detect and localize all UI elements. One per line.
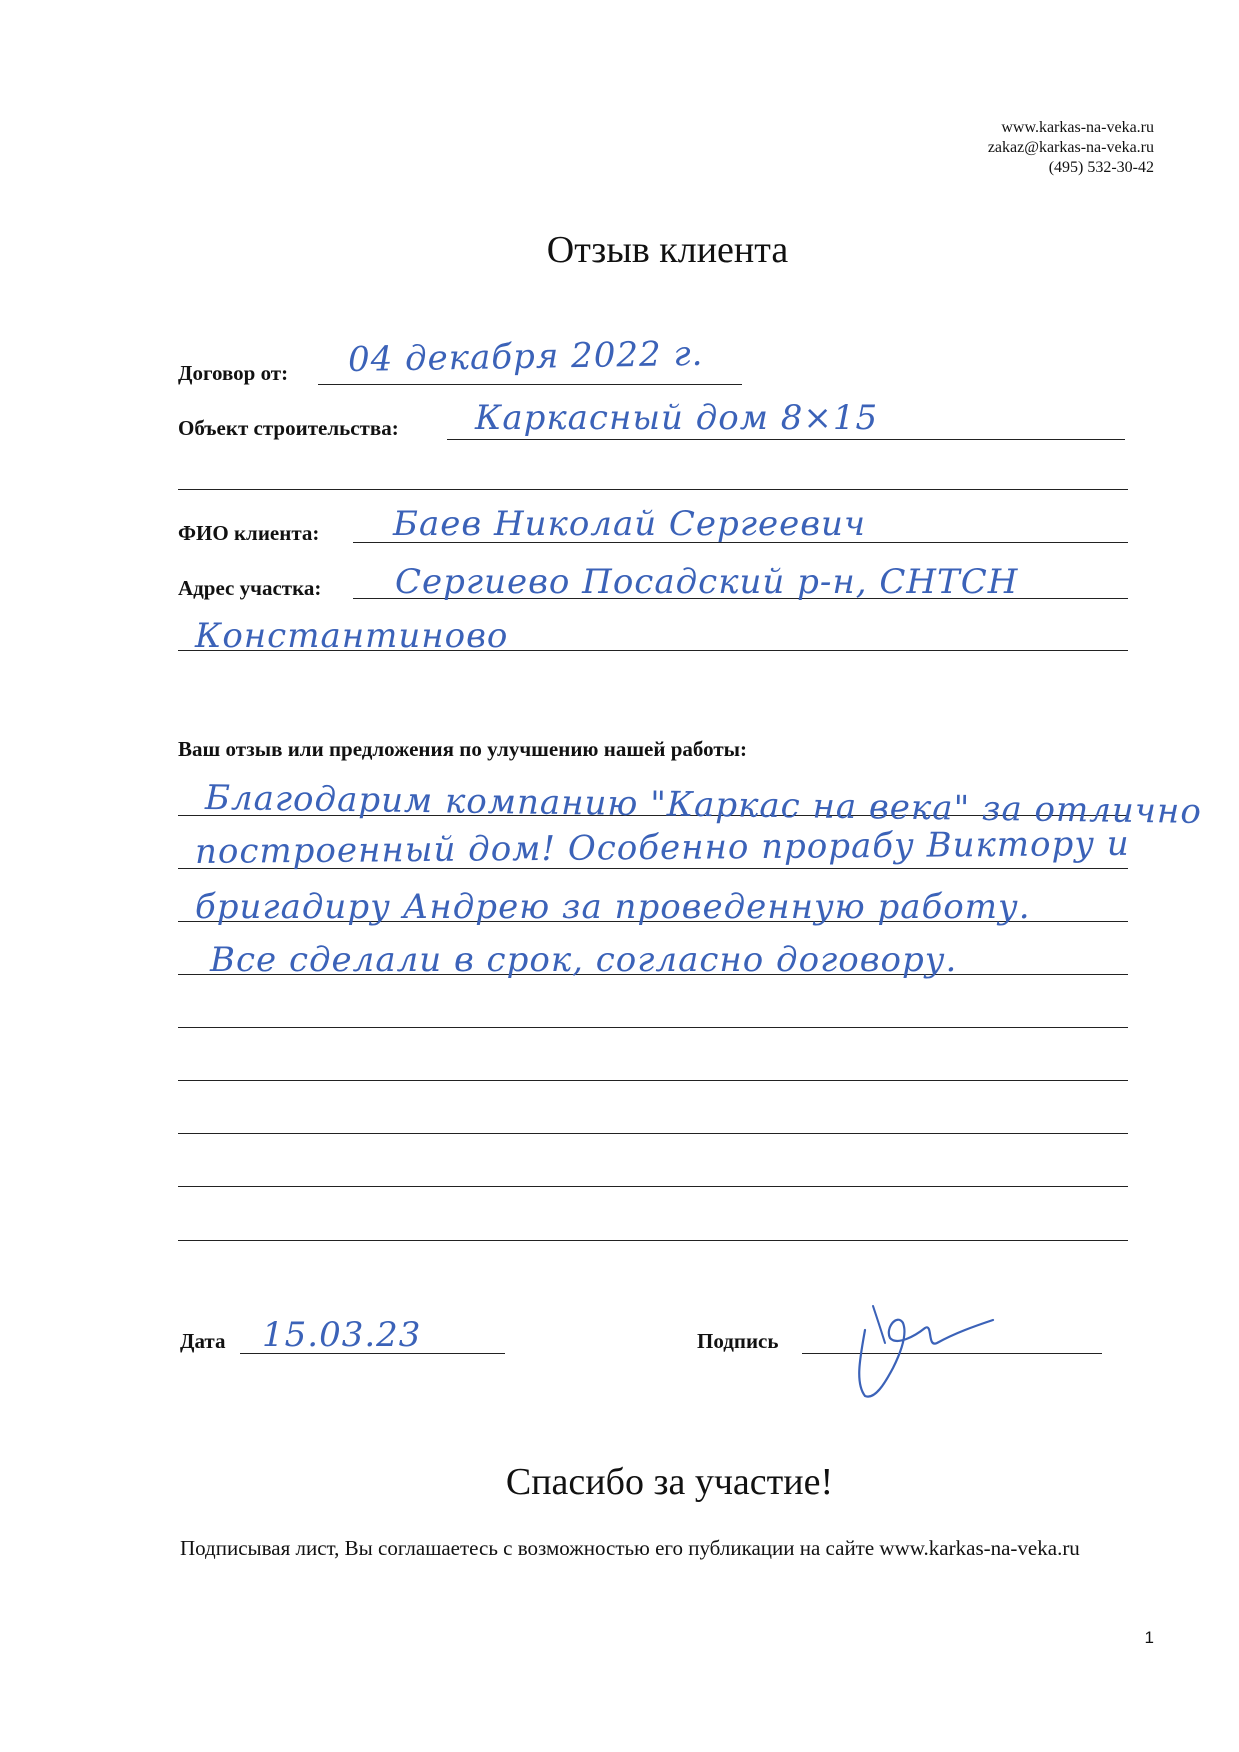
contract-line [318,384,742,385]
thanks-heading: Спасибо за участие! [505,1461,834,1503]
address-value-line1: Сергиево Посадский р-н, СНТСН [395,562,1019,602]
object-value: Каркасный дом 8×15 [475,398,879,438]
page-number: 1 [1144,1628,1154,1647]
feedback-text-line: Благодарим компанию "Каркас на века" за отлично [204,778,1203,832]
address-label: Адрес участка: [178,576,322,600]
feedback-label: Ваш отзыв или предложения по улучшению нашей работы: [178,737,748,761]
contacts-block [988,118,1154,178]
signature-image [815,1288,1005,1408]
date-label: Дата [180,1329,226,1353]
feedback-text-line: бригадиру Андрею за проведенную работу. [195,887,1031,927]
object-label: Объект строительства: [178,416,399,440]
feedback-line [178,1240,1128,1241]
feedback-line [178,1133,1128,1134]
contract-label: Договор от: [178,361,289,385]
feedback-line [178,1027,1128,1028]
site-link[interactable]: www.karkas-na-veka.ru [1001,119,1154,136]
page-title: Отзыв клиента [546,229,789,271]
contract-value: 04 декабря 2022 г. [347,333,704,380]
feedback-line [178,1186,1128,1187]
feedback-line [178,1080,1128,1081]
date-value: 15.03.23 [262,1315,422,1355]
client-label: ФИО клиента: [178,521,320,545]
object-extra-line [178,489,1128,490]
feedback-text-line: построенный дом! Особенно прорабу Виктору и [194,823,1130,872]
object-line [447,439,1125,440]
consent-note: Подписывая лист, Вы соглашаетесь с возможностью его публикации на сайте www.karkas-na-veka.ru [180,1536,1080,1560]
feedback-text-line: Все сделали в срок, согласно договору. [210,940,958,980]
phone-number: (495) 532-30-42 [1048,159,1154,176]
email-link[interactable]: zakaz@karkas-na-veka.ru [987,139,1154,156]
signature-label: Подпись [697,1329,779,1353]
client-value: Баев Николай Сергеевич [393,504,867,544]
address-value-line2: Константиново [195,616,509,656]
